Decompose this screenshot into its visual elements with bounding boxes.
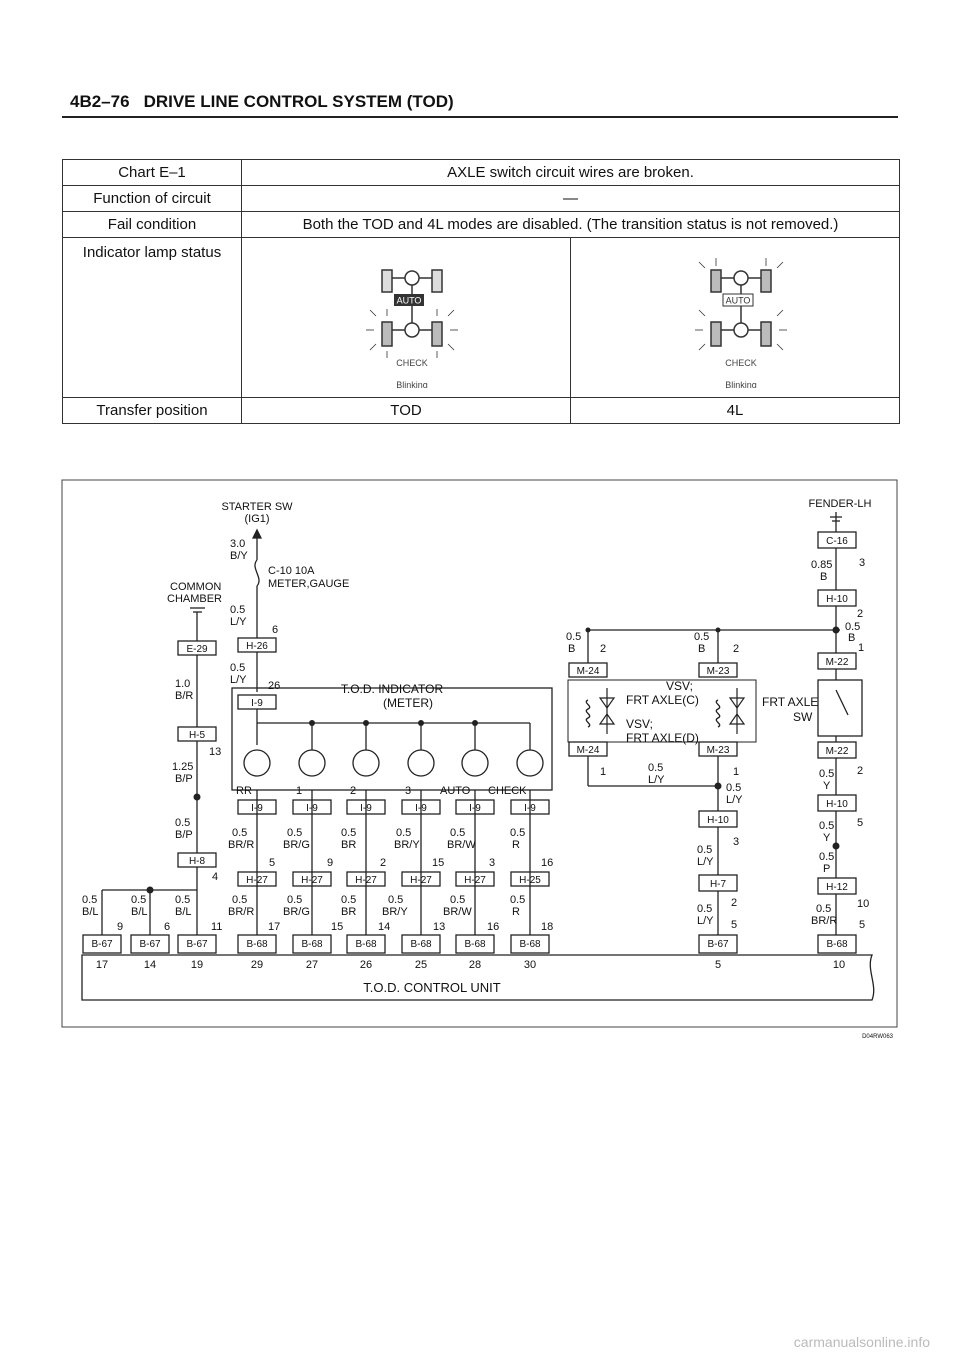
pin-number: 10: [857, 898, 870, 910]
wire-color: BR/Y: [382, 906, 408, 918]
connector-b68: B-68: [246, 939, 268, 950]
connector-b68: B-68: [519, 939, 541, 950]
wire-size: 0.5: [396, 827, 412, 839]
connector-h27: H-27: [355, 875, 377, 886]
function-label: Function of circuit: [63, 186, 242, 212]
pin-number: 1: [858, 642, 865, 654]
wire-color: Y: [823, 780, 831, 792]
wire-color: P: [823, 863, 831, 875]
pin-number: 5: [857, 817, 864, 829]
wire-color: B/P: [175, 829, 193, 841]
wire-size: 0.5: [230, 662, 246, 674]
wire-size: 0.5: [341, 827, 357, 839]
pin-number: 16: [487, 921, 500, 933]
wire-color: L/Y: [726, 794, 743, 806]
connector-h27: H-27: [301, 875, 323, 886]
fender-label: FENDER-LH: [808, 498, 872, 510]
connector-h27: H-27: [464, 875, 486, 886]
wire-size: 0.5: [566, 631, 582, 643]
check-text: CHECK: [725, 358, 757, 368]
terminal-number: 27: [305, 959, 319, 971]
auto-text: AUTO: [725, 295, 751, 306]
connector-b68: B-68: [355, 939, 377, 950]
wire-size: 0.5: [232, 894, 248, 906]
starter-sw-label: STARTER SW: [221, 501, 293, 513]
wire-color: L/Y: [697, 915, 714, 927]
connector-i9: I-9: [251, 698, 263, 709]
wire-color: B: [698, 643, 706, 655]
control-unit-label: T.O.D. CONTROL UNIT: [363, 980, 501, 995]
wire-size: 0.5: [131, 894, 147, 906]
connector-b67: B-67: [707, 939, 729, 950]
pin-number: 15: [432, 857, 445, 869]
pin-number: 16: [541, 857, 554, 869]
pin-number: 5: [859, 919, 866, 931]
pin-number: 1: [733, 766, 740, 778]
wire-color: L/Y: [230, 674, 247, 686]
wire-color: L/Y: [697, 856, 714, 868]
terminal-number: 14: [143, 959, 157, 971]
pin-number: 17: [268, 921, 281, 933]
pin-number: 1: [600, 766, 607, 778]
pin-number: 4: [212, 871, 219, 883]
wire-size: 0.5: [175, 894, 191, 906]
lamp-label: AUTO: [440, 785, 471, 797]
figure-ref: D04RW063: [862, 1034, 893, 1040]
connector-b68: B-68: [301, 939, 323, 950]
pin-number: 6: [164, 921, 171, 933]
function-value: —: [242, 186, 900, 212]
wire-size: 0.5: [450, 827, 466, 839]
pin-number: 2: [857, 608, 864, 620]
connector-b67: B-67: [91, 939, 113, 950]
pin-number: 13: [209, 746, 222, 758]
wire-color: B/Y: [230, 550, 248, 562]
common-label: COMMON: [170, 581, 222, 593]
wire-color: BR/R: [228, 906, 255, 918]
connector-m22: M-22: [825, 657, 849, 668]
transfer-tod: TOD: [242, 398, 571, 424]
connector-m23: M-23: [706, 666, 730, 677]
connector-h5: H-5: [188, 730, 206, 741]
tod-indicator-label: T.O.D. INDICATOR: [340, 682, 444, 696]
wire-size: 0.5: [819, 768, 835, 780]
wire-size: 0.5: [287, 827, 303, 839]
ig1-label: (IG1): [244, 513, 270, 525]
terminal-number: 26: [359, 959, 373, 971]
wire-size: 0.5: [726, 782, 742, 794]
wire-color: L/Y: [648, 774, 665, 786]
wire-size: 1.0: [175, 678, 191, 690]
connector-e29: E-29: [186, 644, 208, 655]
pin-number: 18: [541, 921, 554, 933]
wire-color: B/P: [175, 773, 193, 785]
wire-size: 0.5: [341, 894, 357, 906]
connector-h27: H-27: [246, 875, 268, 886]
pin-number: 5: [731, 919, 738, 931]
terminal-number: 5: [714, 959, 722, 971]
wire-size: 0.5: [816, 903, 832, 915]
terminal-number: 28: [468, 959, 482, 971]
pin-number: 2: [600, 643, 607, 655]
wire-color: B/L: [131, 906, 148, 918]
wire-size: 0.5: [819, 851, 835, 863]
terminal-number: 10: [832, 959, 846, 971]
wire-size: 0.5: [697, 903, 713, 915]
wire-color: L/Y: [230, 616, 247, 628]
terminal-number: 19: [190, 959, 204, 971]
connector-m24: M-24: [576, 745, 600, 756]
blinking-text: Blinking: [396, 380, 428, 388]
lamp-label: 3: [405, 785, 412, 797]
watermark: carmanualsonline.info: [793, 1334, 930, 1350]
connector-c16: C-16: [826, 536, 848, 547]
wire-size: 3.0: [230, 538, 246, 550]
wire-size: 0.5: [388, 894, 404, 906]
terminal-number: 30: [523, 959, 537, 971]
pin-number: 3: [733, 836, 740, 848]
connector-m24: M-24: [576, 666, 600, 677]
auto-text: AUTO: [396, 295, 422, 306]
connector-h12: H-12: [826, 882, 848, 893]
connector-m23: M-23: [706, 745, 730, 756]
wire-size: 0.5: [510, 827, 526, 839]
pin-number: 2: [857, 765, 864, 777]
connector-h10: H-10: [826, 594, 848, 605]
vsv1-label: VSV;: [666, 679, 693, 693]
wire-size: 0.5: [450, 894, 466, 906]
lamp-label: 2: [350, 785, 357, 797]
indicator-label: Indicator lamp status: [63, 238, 242, 398]
connector-b67: B-67: [186, 939, 208, 950]
chart-label: Chart E–1: [63, 160, 242, 186]
fuse-name: METER,GAUGE: [268, 578, 350, 590]
pin-number: 5: [269, 857, 276, 869]
wire-size: 0.5: [510, 894, 526, 906]
wire-color: R: [512, 839, 520, 851]
wire-color: B: [568, 643, 576, 655]
connector-b67: B-67: [139, 939, 161, 950]
terminal-number: 25: [414, 959, 428, 971]
wire-color: BR/G: [283, 839, 310, 851]
pin-number: 13: [433, 921, 446, 933]
wire-color: B/L: [175, 906, 192, 918]
pin-number: 11: [211, 921, 223, 933]
wire-color: BR/Y: [394, 839, 420, 851]
wire-color: Y: [823, 832, 831, 844]
transfer-4l: 4L: [571, 398, 900, 424]
lamp-label: 1: [296, 785, 303, 797]
connector-h27: H-27: [410, 875, 432, 886]
pin-number: 2: [731, 897, 738, 909]
wire-size: 0.5: [232, 827, 248, 839]
section-title: DRIVE LINE CONTROL SYSTEM (TOD): [143, 92, 454, 111]
wire-size: 0.5: [230, 604, 246, 616]
wire-color: BR/W: [443, 906, 472, 918]
pin-number: 9: [117, 921, 124, 933]
connector-i9: I-9: [251, 803, 263, 814]
wire-color: R: [512, 906, 520, 918]
wire-color: BR/R: [228, 839, 255, 851]
pin-number: 14: [378, 921, 391, 933]
connector-h26: H-26: [246, 641, 268, 652]
fuse-id: C-10 10A: [268, 565, 315, 577]
connector-h8: H-8: [188, 856, 206, 867]
wire-color: BR: [341, 839, 357, 851]
connector-i9: I-9: [524, 803, 536, 814]
fail-value: Both the TOD and 4L modes are disabled. (The transition status is not removed.): [242, 212, 900, 238]
wire-color: BR/R: [811, 915, 838, 927]
wire-color: BR: [341, 906, 357, 918]
wire-color: B/R: [175, 690, 194, 702]
wire-size: 0.5: [697, 844, 713, 856]
connector-h10: H-10: [707, 815, 729, 826]
connector-b68: B-68: [410, 939, 432, 950]
wire-size: 0.85: [811, 559, 833, 571]
chart-value: AXLE switch circuit wires are broken.: [242, 160, 900, 186]
pin-number: 3: [489, 857, 496, 869]
vsv2-label: VSV;: [626, 717, 653, 731]
fail-label: Fail condition: [63, 212, 242, 238]
terminal-number: 17: [95, 959, 109, 971]
connector-b68: B-68: [464, 939, 486, 950]
wire-size: 0.5: [82, 894, 98, 906]
vsv1-name: FRT AXLE(C): [626, 693, 699, 707]
section-code: 4B2–76: [70, 92, 130, 111]
connector-b68: B-68: [826, 939, 848, 950]
connector-m22: M-22: [825, 746, 849, 757]
pin-number: 2: [380, 857, 387, 869]
connector-h7: H-7: [709, 879, 727, 890]
lamp-label: RR: [236, 785, 252, 797]
frt-axle-label: FRT AXLE: [762, 695, 819, 709]
wire-size: 0.5: [175, 817, 191, 829]
wire-size: 0.5: [648, 762, 664, 774]
connector-i9: I-9: [360, 803, 372, 814]
pin-number: 15: [331, 921, 344, 933]
wire-color: BR/W: [447, 839, 476, 851]
wire-size: 0.5: [694, 631, 710, 643]
pin-number: 2: [733, 643, 740, 655]
wire-size: 1.25: [172, 761, 194, 773]
connector-i9: I-9: [415, 803, 427, 814]
wire-size: 0.5: [819, 820, 835, 832]
pin-number: 26: [268, 680, 281, 692]
connector-i9: I-9: [469, 803, 481, 814]
lamp-label: CHECK: [488, 785, 527, 797]
wire-color: BR/G: [283, 906, 310, 918]
wire-color: B: [848, 632, 856, 644]
wire-size: 0.5: [287, 894, 303, 906]
pin-number: 3: [859, 557, 866, 569]
connector-h10: H-10: [826, 799, 848, 810]
sw-label: SW: [793, 710, 813, 724]
wire-size: 0.5: [845, 621, 861, 633]
pin-number: 6: [272, 624, 279, 636]
wire-color: B/L: [82, 906, 99, 918]
terminal-number: 29: [250, 959, 264, 971]
connector-h25: H-25: [519, 875, 541, 886]
chamber-label: CHAMBER: [167, 593, 223, 605]
vsv2-name: FRT AXLE(D): [626, 731, 699, 745]
check-text: CHECK: [396, 358, 428, 368]
connector-i9: I-9: [306, 803, 318, 814]
pin-number: 9: [327, 857, 334, 869]
wire-color: B: [820, 571, 828, 583]
transfer-label: Transfer position: [63, 398, 242, 424]
meter-label: (METER): [383, 696, 433, 710]
blinking-text: Blinking: [725, 380, 757, 388]
